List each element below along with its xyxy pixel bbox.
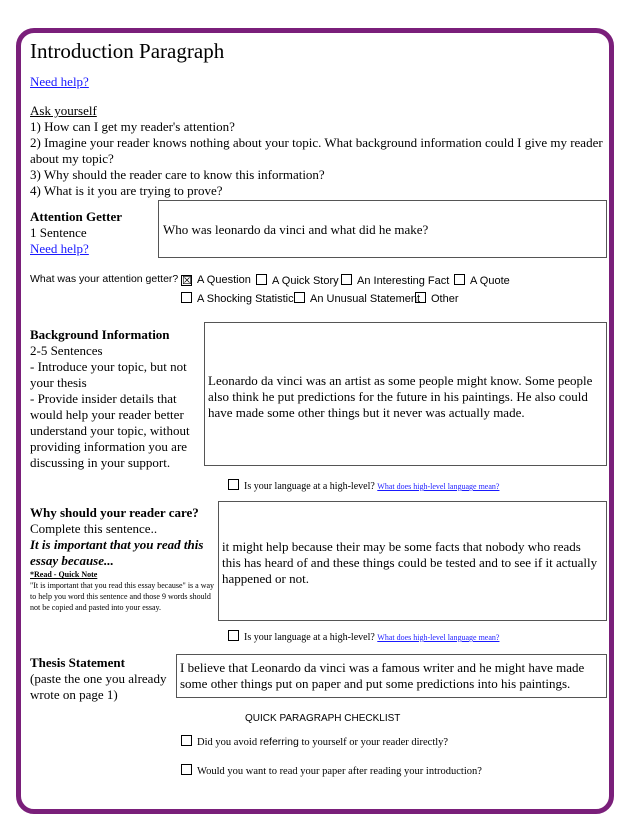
checklist-title: QUICK PARAGRAPH CHECKLIST bbox=[245, 713, 401, 724]
ask-yourself-section bbox=[30, 103, 615, 199]
care-language-check[interactable]: Is your language at a high-level? What does high-level language mean? bbox=[228, 630, 499, 643]
need-help-link[interactable]: Need help? bbox=[30, 74, 89, 89]
checkbox-icon[interactable] bbox=[181, 735, 192, 746]
reader-care-input[interactable] bbox=[218, 501, 607, 621]
option-an-interesting-fact[interactable]: An Interesting Fact bbox=[341, 274, 449, 287]
checkbox-icon[interactable] bbox=[228, 630, 239, 641]
ask-question-3: 3) Why should the reader care to know this information? bbox=[30, 167, 325, 182]
option-a-shocking-statistic[interactable]: A Shocking Statistic bbox=[181, 292, 294, 305]
background-info-input[interactable] bbox=[204, 322, 607, 466]
attention-getter-count: 1 Sentence bbox=[30, 225, 87, 240]
background-info-label: Background Information bbox=[30, 327, 170, 342]
quick-note-body: "It is important that you read this essay because" is a way to help you word this sentence and those 9 words should not be copied and pasted into your essay. bbox=[30, 581, 215, 612]
background-sentence-count: 2-5 Sentences bbox=[30, 343, 103, 358]
ask-question-2: 2) Imagine your reader knows nothing about your topic. What background information could I give my reader about my topic? bbox=[30, 135, 603, 166]
reader-care-sentence-starter: It is important that you read this essay because... bbox=[30, 537, 204, 568]
checkbox-icon[interactable] bbox=[181, 764, 192, 775]
attention-help-link[interactable]: Need help? bbox=[30, 241, 89, 256]
reader-care-instruction: Complete this sentence.. bbox=[30, 521, 158, 536]
background-language-check[interactable]: Is your language at a high-level? What does high-level language mean? bbox=[228, 479, 499, 492]
page-title: Introduction Paragraph bbox=[30, 39, 225, 63]
thesis-label-group bbox=[30, 655, 175, 703]
thesis-input[interactable] bbox=[176, 654, 607, 698]
checkbox-icon[interactable]: ☒ bbox=[182, 274, 192, 287]
high-level-language-link[interactable]: What does high-level language mean? bbox=[377, 482, 500, 491]
checklist-item-avoid-referring[interactable]: Did you avoid referring to yourself or your reader directly? bbox=[181, 735, 448, 748]
high-level-language-link[interactable]: What does high-level language mean? bbox=[377, 633, 500, 642]
checkbox-icon[interactable] bbox=[181, 292, 192, 303]
quick-note-heading: *Read - Quick Note bbox=[30, 570, 98, 579]
option-a-question[interactable]: ☒ A Question bbox=[182, 274, 251, 287]
ask-heading: Ask yourself bbox=[30, 103, 97, 118]
attention-getter-label: Attention Getter bbox=[30, 209, 123, 224]
option-a-quick-story[interactable]: A Quick Story bbox=[256, 274, 339, 287]
attention-getter-label-group bbox=[30, 209, 160, 257]
option-an-unusual-statement[interactable]: An Unusual Statement bbox=[294, 292, 420, 305]
attention-getter-input[interactable] bbox=[158, 200, 607, 258]
reader-care-label-group bbox=[30, 505, 220, 613]
checkbox-icon[interactable] bbox=[341, 274, 352, 285]
background-instruction-2: - Provide insider details that would help your reader better understand your topic, without providing information you are discussing in your support. bbox=[30, 391, 190, 470]
ask-question-4: 4) What is it you are trying to prove? bbox=[30, 183, 223, 198]
checkbox-icon[interactable] bbox=[454, 274, 465, 285]
background-instruction-1: - Introduce your topic, but not your thesis bbox=[30, 359, 187, 390]
background-info-value: Leonardo da vinci was an artist as some people might know. Some people also think he put predictions for the future in his paintings. He also could have made some other things but it never was actually made. bbox=[208, 373, 593, 420]
checkbox-icon[interactable] bbox=[228, 479, 239, 490]
checkbox-icon[interactable] bbox=[256, 274, 267, 285]
reader-care-label: Why should your reader care? bbox=[30, 505, 199, 520]
attention-type-question: What was your attention getter? bbox=[30, 273, 179, 285]
thesis-sub-label: (paste the one you already wrote on page 1) bbox=[30, 671, 167, 702]
option-other[interactable]: Other bbox=[415, 292, 459, 305]
background-info-label-group bbox=[30, 327, 195, 471]
attention-getter-value: Who was leonardo da vinci and what did he make? bbox=[163, 222, 429, 237]
checkbox-icon[interactable] bbox=[294, 292, 305, 303]
checkbox-icon[interactable] bbox=[415, 292, 426, 303]
thesis-value: I believe that Leonardo da vinci was a famous writer and he might have made some other things put on paper and put some predictions into his paintings. bbox=[180, 660, 585, 691]
ask-question-1: 1) How can I get my reader's attention? bbox=[30, 119, 235, 134]
checklist-item-want-to-read[interactable]: Would you want to read your paper after reading your introduction? bbox=[181, 764, 482, 777]
thesis-label: Thesis Statement bbox=[30, 655, 125, 670]
option-a-quote[interactable]: A Quote bbox=[454, 274, 510, 287]
reader-care-value: it might help because their may be some facts that nobody who reads this has heard of and these things could be tested and to see if it actually happened or not. bbox=[222, 539, 598, 586]
